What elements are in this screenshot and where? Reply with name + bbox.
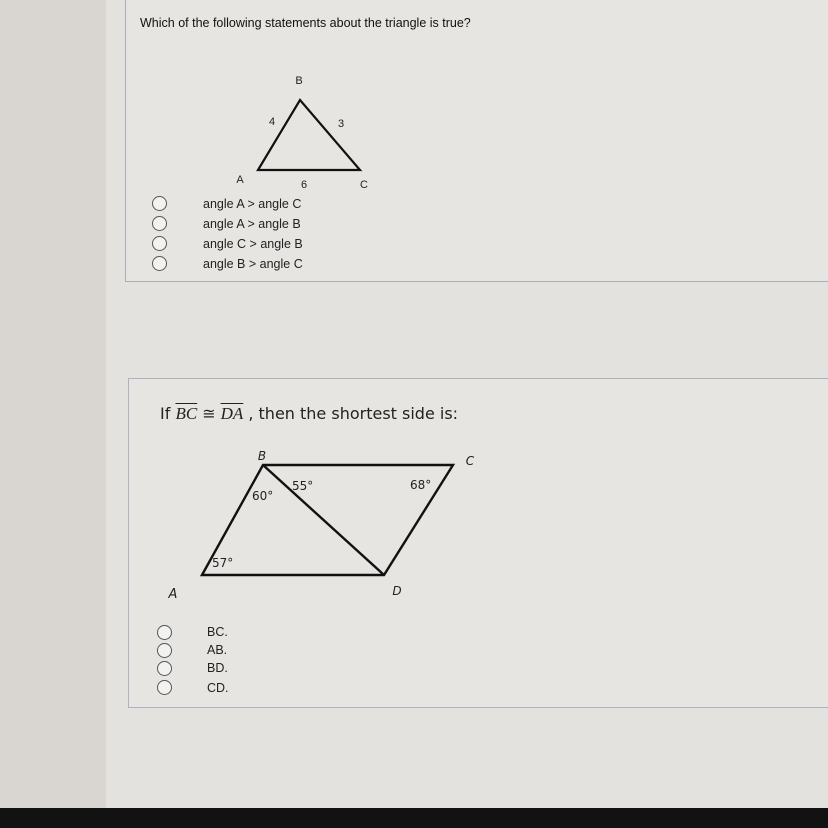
option-label: angle C > angle B	[203, 237, 303, 251]
vertex-d-label: D	[392, 584, 402, 598]
vertex-c-label: C	[360, 179, 368, 191]
option-label: angle A > angle B	[203, 217, 301, 231]
radio-button[interactable]	[152, 256, 167, 271]
prompt-suffix: , then the shortest side is:	[248, 404, 459, 423]
triangle-figure	[230, 70, 380, 195]
angle-68-label: 68°	[410, 478, 432, 492]
radio-button[interactable]	[152, 236, 167, 251]
segment-bc: $\overline{BC}$	[175, 404, 198, 423]
option-label: CD.	[207, 681, 229, 695]
option-label: BD.	[207, 661, 228, 675]
option-label: BC.	[207, 625, 228, 639]
screen-bezel	[0, 808, 828, 828]
question-1-prompt: Which of the following statements about the triangle is true?	[140, 16, 471, 30]
radio-button[interactable]	[157, 680, 172, 695]
radio-button[interactable]	[157, 625, 172, 640]
radio-button[interactable]	[157, 661, 172, 676]
side-ac-label: 6	[300, 179, 308, 191]
angle-60-label: 60°	[252, 489, 274, 503]
parallelogram-figure	[160, 445, 490, 605]
side-bc-label: 3	[337, 118, 345, 130]
diagonal-bd	[263, 465, 384, 575]
radio-button[interactable]	[152, 216, 167, 231]
angle-57-label: 57°	[212, 556, 234, 570]
vertex-b-label: B	[295, 75, 303, 87]
question-2-prompt	[160, 404, 458, 424]
vertex-c-label: C	[465, 454, 475, 468]
congruent-symbol: ≅	[202, 404, 216, 423]
prompt-prefix: If	[160, 404, 171, 423]
left-margin	[0, 0, 106, 808]
option-label: angle A > angle C	[203, 197, 302, 211]
option-label: AB.	[207, 643, 228, 657]
angle-55-label: 55°	[292, 479, 314, 493]
segment-da: $\overline{DA}$	[220, 404, 244, 423]
vertex-a-label: A	[168, 587, 178, 602]
triangle-shape	[258, 100, 360, 170]
radio-button[interactable]	[157, 643, 172, 658]
option-label: angle B > angle C	[203, 257, 303, 271]
radio-button[interactable]	[152, 196, 167, 211]
vertex-a-label: A	[236, 174, 244, 186]
side-ab-label: 4	[268, 116, 276, 128]
vertex-b-label: B	[257, 449, 267, 463]
